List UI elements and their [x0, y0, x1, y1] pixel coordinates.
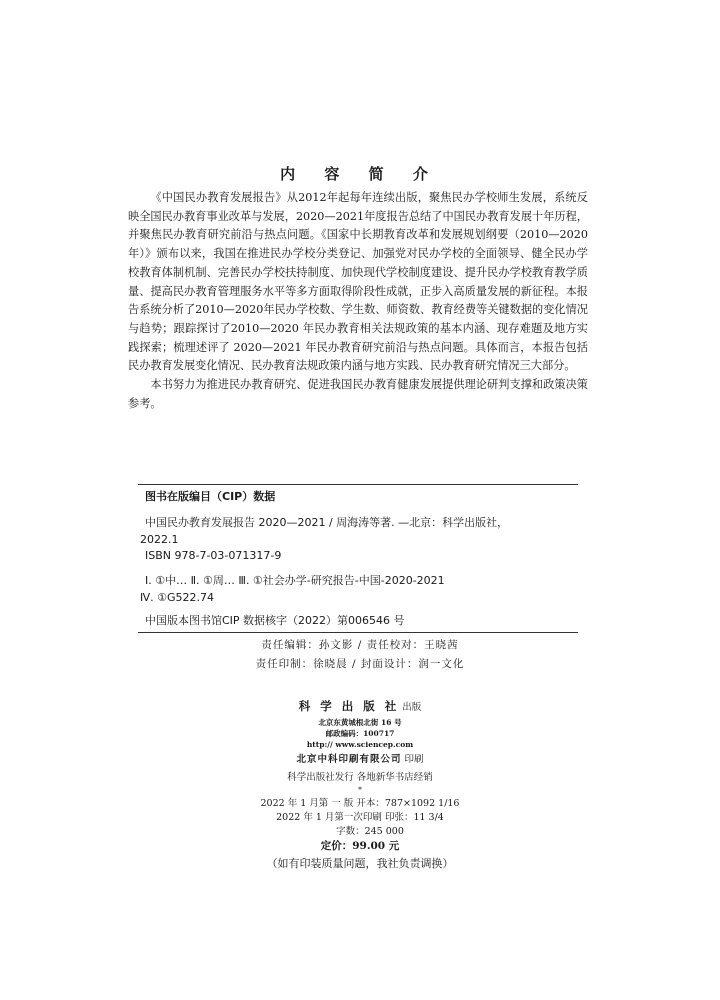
synopsis: [128, 189, 588, 413]
cip-line-record-number: 中国版本图书馆CIP 数据核字（2022）第006546 号: [145, 614, 405, 627]
synopsis-paragraph-2: 本书努力为推进民办教育研究、促进我国民办教育健康发展提供理论研判支撑和政策决策参考。: [128, 378, 588, 410]
edition-line: 2022 年 1 月第 一 版 开本：787×1092 1/16: [260, 798, 460, 809]
production-credits: 责任印制：徐晓晨 / 封面设计：润一文化: [255, 658, 465, 670]
cip-line-title: 中国民办教育发展报告 2020—2021 / 周海涛等著. —北京：科学出版社，: [145, 516, 509, 529]
printing-line: 2022 年 1 月第一次印刷 印张：11 3/4: [276, 812, 444, 823]
separator-star: *: [358, 785, 362, 794]
publisher-postcode: 邮政编码：100717: [325, 729, 395, 738]
cip-line-classification: Ⅰ. ①中… Ⅱ. ①周… Ⅲ. ①社会办学-研究报告-中国-2020-2021: [145, 574, 445, 587]
cip-line-isbn: ISBN 978-7-03-071317-9: [145, 549, 282, 562]
cip-line-year: 2022.1: [140, 533, 179, 546]
quality-notice: （如有印装质量问题，我社负责调换）: [266, 857, 454, 870]
publisher-suffix: 出版: [402, 702, 422, 713]
cip-top-rule: [138, 484, 578, 485]
wordcount-line: 字数：245 000: [336, 826, 404, 837]
printer-name: 北京中科印刷有限公司: [296, 754, 402, 765]
synopsis-paragraph-1: 《中国民办教育发展报告》从2012年起每年连续出版，聚焦民办学校师生发展，系统反映全国民办教育事业改革与发展，2020—2021年度报告总结了中国民办教育发展十年历程，并聚焦民办教育研究前沿与热点问题。《国家中长期教育改革和发展规划纲要（2010—2020年）》颁布以来，我国在推进民办学校分类登记、加强党对民办学校的全面领导、健全民办学校教育体制机制、完善民办学校扶持制度、加快现代学校制度建设、提升民办学校教育教学质量、提高民办教育管理服务水平等多方面取得阶段性成就，正步入高质量发展的新征程。本报告系统分析了2010—2020年民办学校数、学生数、师资数、教育经费等关键数据的变化情况与趋势；跟踪探讨了2010—2020 年民办教育相关法规政策的基本内涵、现存难题及地方实践探索；梳理述评了 2020—2021 年民办教育研究前沿与热点问题。具体而言，本报告包括民办教育发展变化情况、民办教育法规政策内涵与地方实践、民办教育研究情况三大部分。: [128, 191, 588, 373]
publisher-address: 北京东黄城根北街 16 号: [318, 718, 402, 727]
publisher-name: 科 学 出 版 社: [298, 699, 400, 713]
section-title: 内 容 简 介: [280, 165, 440, 183]
publisher-url: http:// www.sciencep.com: [306, 740, 414, 749]
price-line: 定价：99.00 元: [320, 840, 400, 852]
publisher-line: [0, 700, 720, 714]
printer-line: [0, 753, 720, 766]
cip-bottom-rule: [138, 632, 578, 633]
printer-suffix: 印刷: [404, 754, 424, 765]
distribution-line: 科学出版社发行 各地新华书店经销: [287, 772, 433, 783]
cip-line-class-number: Ⅳ. ①G522.74: [140, 591, 215, 604]
cip-heading: 图书在版编目（CIP）数据: [145, 490, 276, 503]
editor-credits: 责任编辑：孙文影 / 责任校对：王晓茜: [261, 639, 459, 651]
